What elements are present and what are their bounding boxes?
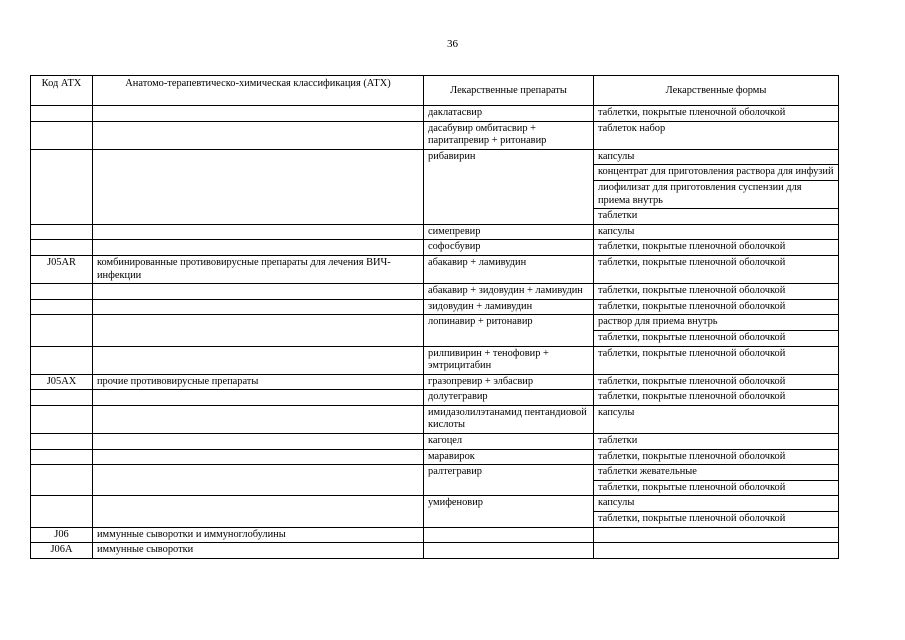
header-classification: Анатомо-терапевтическо-химическая классификация (АТХ) xyxy=(93,76,424,106)
table-row xyxy=(31,434,839,450)
drug-name: маравирок xyxy=(424,449,594,465)
atx-classification: иммунные сыворотки xyxy=(93,543,424,559)
dosage-form: концентрат для приготовления раствора для инфузий xyxy=(594,165,839,181)
table-header-row xyxy=(31,76,839,106)
table-row xyxy=(31,527,839,543)
dosage-form: капсулы xyxy=(594,149,839,165)
atx-code: J06 xyxy=(31,527,93,543)
dosage-form: капсулы xyxy=(594,496,839,512)
dosage-form: таблетки, покрытые пленочной оболочкой xyxy=(594,330,839,346)
atx-classification: прочие противовирусные препараты xyxy=(93,374,424,390)
header-code: Код АТХ xyxy=(31,76,93,106)
atx-code: J05AR xyxy=(31,255,93,283)
drug-name: ралтегравир xyxy=(424,465,594,496)
drug-name: софосбувир xyxy=(424,240,594,256)
drug-name: кагоцел xyxy=(424,434,594,450)
table-row xyxy=(31,374,839,390)
table-row xyxy=(31,449,839,465)
dosage-form: таблеток набор xyxy=(594,121,839,149)
table-row xyxy=(31,149,839,165)
table-row xyxy=(31,299,839,315)
drug-name: дасабувир омбитасвир + паритапревир + ритонавир xyxy=(424,121,594,149)
dosage-form: таблетки, покрытые пленочной оболочкой xyxy=(594,374,839,390)
drug-name: абакавир + ламивудин xyxy=(424,255,594,283)
table-row xyxy=(31,390,839,406)
dosage-form: капсулы xyxy=(594,224,839,240)
table-row xyxy=(31,255,839,283)
drug-name: рибавирин xyxy=(424,149,594,224)
table-row xyxy=(31,465,839,481)
atx-code: J05AX xyxy=(31,374,93,390)
page-number: 36 xyxy=(447,38,458,50)
drug-name: лопинавир + ритонавир xyxy=(424,315,594,346)
table-row xyxy=(31,106,839,122)
dosage-form: таблетки, покрытые пленочной оболочкой xyxy=(594,480,839,496)
table-row xyxy=(31,315,839,331)
dosage-form: таблетки, покрытые пленочной оболочкой xyxy=(594,346,839,374)
dosage-form: таблетки, покрытые пленочной оболочкой xyxy=(594,106,839,122)
atx-drug-table xyxy=(30,75,839,559)
header-drugs: Лекарственные препараты xyxy=(424,76,594,106)
dosage-form: таблетки xyxy=(594,434,839,450)
dosage-form: таблетки, покрытые пленочной оболочкой xyxy=(594,512,839,528)
dosage-form: лиофилизат для приготовления суспензии для приема внутрь xyxy=(594,180,839,208)
dosage-form: таблетки, покрытые пленочной оболочкой xyxy=(594,240,839,256)
table-row xyxy=(31,346,839,374)
table-row xyxy=(31,240,839,256)
drug-name: даклатасвир xyxy=(424,106,594,122)
dosage-form: таблетки xyxy=(594,209,839,225)
atx-code: J06A xyxy=(31,543,93,559)
drug-name: рилпивирин + тенофовир + эмтрицитабин xyxy=(424,346,594,374)
dosage-form: таблетки, покрытые пленочной оболочкой xyxy=(594,449,839,465)
dosage-form: таблетки жевательные xyxy=(594,465,839,481)
atx-classification: комбинированные противовирусные препараты для лечения ВИЧ-инфекции xyxy=(93,255,424,283)
table-row xyxy=(31,284,839,300)
drug-name: гразопревир + элбасвир xyxy=(424,374,594,390)
drug-name: долутегравир xyxy=(424,390,594,406)
dosage-form: капсулы xyxy=(594,405,839,433)
header-forms: Лекарственные формы xyxy=(594,76,839,106)
table-row xyxy=(31,224,839,240)
dosage-form: раствор для приема внутрь xyxy=(594,315,839,331)
atx-classification: иммунные сыворотки и иммуноглобулины xyxy=(93,527,424,543)
table-row xyxy=(31,543,839,559)
drug-name: симепревир xyxy=(424,224,594,240)
table-row xyxy=(31,496,839,512)
drug-name: имидазолилэтанамид пентандиовой кислоты xyxy=(424,405,594,433)
dosage-form: таблетки, покрытые пленочной оболочкой xyxy=(594,255,839,283)
table-row xyxy=(31,121,839,149)
dosage-form: таблетки, покрытые пленочной оболочкой xyxy=(594,299,839,315)
table-row xyxy=(31,405,839,433)
drug-name: зидовудин + ламивудин xyxy=(424,299,594,315)
drug-name: абакавир + зидовудин + ламивудин xyxy=(424,284,594,300)
drug-name: умифеновир xyxy=(424,496,594,527)
dosage-form: таблетки, покрытые пленочной оболочкой xyxy=(594,284,839,300)
dosage-form: таблетки, покрытые пленочной оболочкой xyxy=(594,390,839,406)
